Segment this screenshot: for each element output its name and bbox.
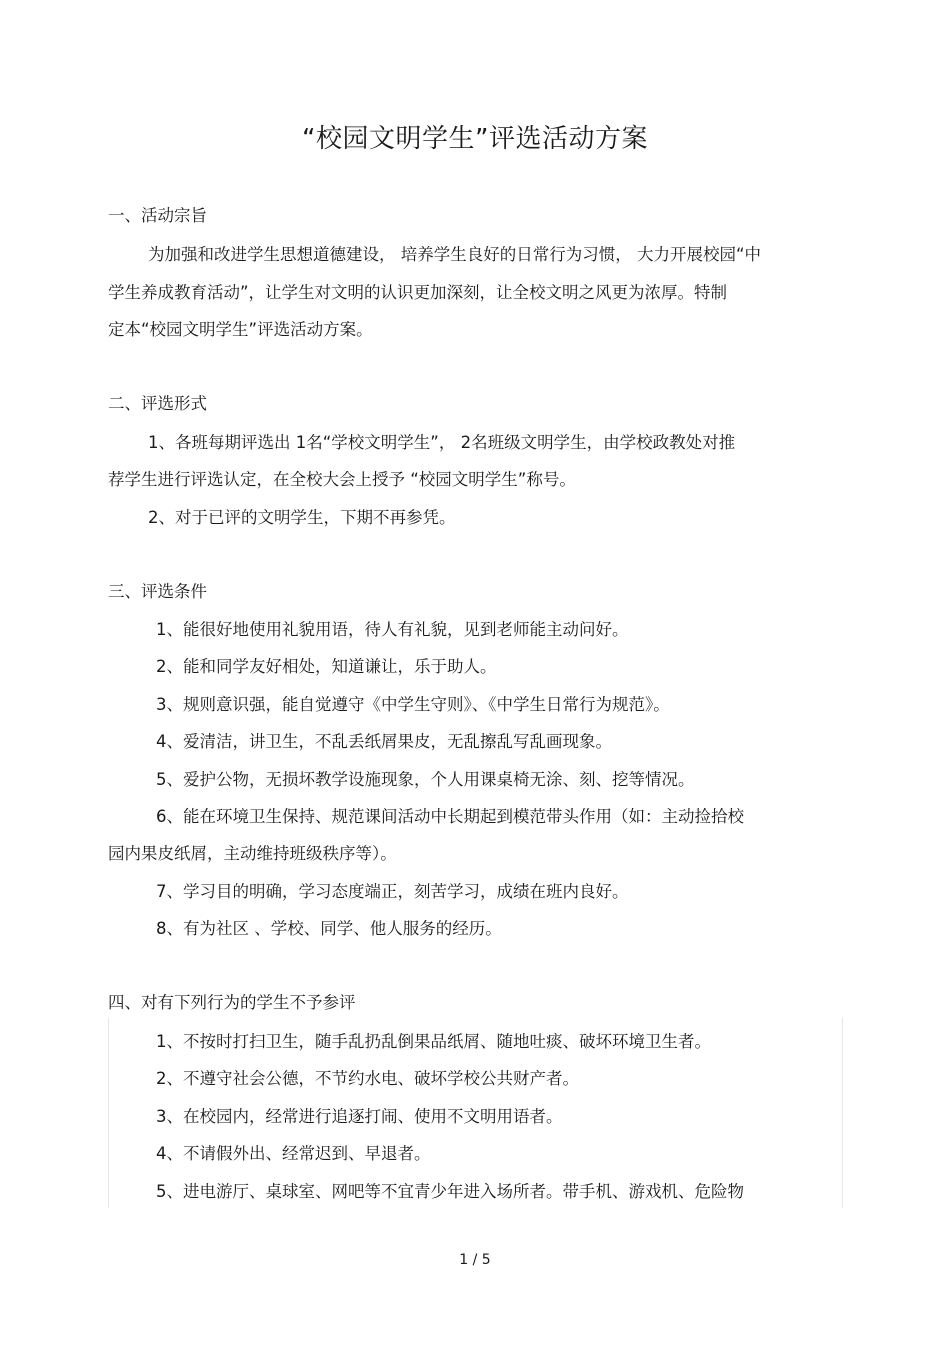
section-heading-format: 二、评选形式 [108,394,207,413]
purpose-paragraph-line-1: 为加强和改进学生思想道德建设， 培养学生良好的日常行为习惯， 大力开展校园“中 [148,245,762,264]
format-item-1-line-2: 荐学生进行评选认定，在全校大会上授予 “校园文明学生”称号。 [108,470,576,489]
page-number: 1 / 5 [459,1252,491,1268]
condition-item-6-line-2: 园内果皮纸屑，主动维持班级秩序等）。 [108,844,397,863]
condition-item-6-line-1: 6、能在环境卫生保持、规范课间活动中长期起到模范带头作用（如：主动捡拾校 [156,807,744,826]
purpose-paragraph-line-3: 定本“校园文明学生”评选活动方案。 [108,320,373,339]
section-heading-purpose: 一、活动宗旨 [108,206,207,225]
condition-item-7: 7、学习目的明确，学习态度端正，刻苦学习，成绩在班内良好。 [156,882,629,901]
condition-item-4: 4、爱清洁，讲卫生，不乱丢纸屑果皮，无乱擦乱写乱画现象。 [156,732,612,751]
document-title: “校园文明学生”评选活动方案 [302,124,648,154]
condition-item-8: 8、有为社区 、学校、同学、他人服务的经历。 [156,919,502,938]
box-left-border [108,1018,109,1208]
section-heading-exclusions: 四、对有下列行为的学生不予参评 [108,993,356,1012]
box-right-border [842,1018,843,1208]
condition-item-3: 3、规则意识强，能自觉遵守《中学生守则》、《中学生日常行为规范》。 [156,695,670,714]
exclusion-item-1: 1、不按时打扫卫生，随手乱扔乱倒果品纸屑、随地吐痰、破坏环境卫生者。 [156,1032,711,1051]
exclusion-item-5: 5、进电游厅、桌球室、网吧等不宜青少年进入场所者。带手机、游戏机、危险物 [156,1182,744,1201]
exclusion-item-3: 3、在校园内，经常进行追逐打闹、使用不文明用语者。 [156,1107,563,1126]
condition-item-5: 5、爱护公物，无损坏教学设施现象，个人用课桌椅无涂、刻、挖等情况。 [156,770,695,789]
format-item-2: 2、对于已评的文明学生，下期不再参凭。 [148,508,456,527]
exclusion-item-4: 4、不请假外出、经常迟到、早退者。 [156,1144,431,1163]
purpose-paragraph-line-2: 学生养成教育活动”，让学生对文明的认识更加深刻，让全校文明之风更为浓厚。特制 [108,283,728,302]
exclusion-item-2: 2、不遵守社会公德，不节约水电、破坏学校公共财产者。 [156,1069,579,1088]
format-item-1-line-1: 1、各班每期评选出 1名“学校文明学生”， 2名班级文明学生，由学校政教处对推 [148,433,736,452]
condition-item-1: 1、能很好地使用礼貌用语，待人有礼貌，见到老师能主动问好。 [156,620,629,639]
section-heading-conditions: 三、评选条件 [108,582,207,601]
condition-item-2: 2、能和同学友好相处，知道谦让，乐于助人。 [156,657,497,676]
